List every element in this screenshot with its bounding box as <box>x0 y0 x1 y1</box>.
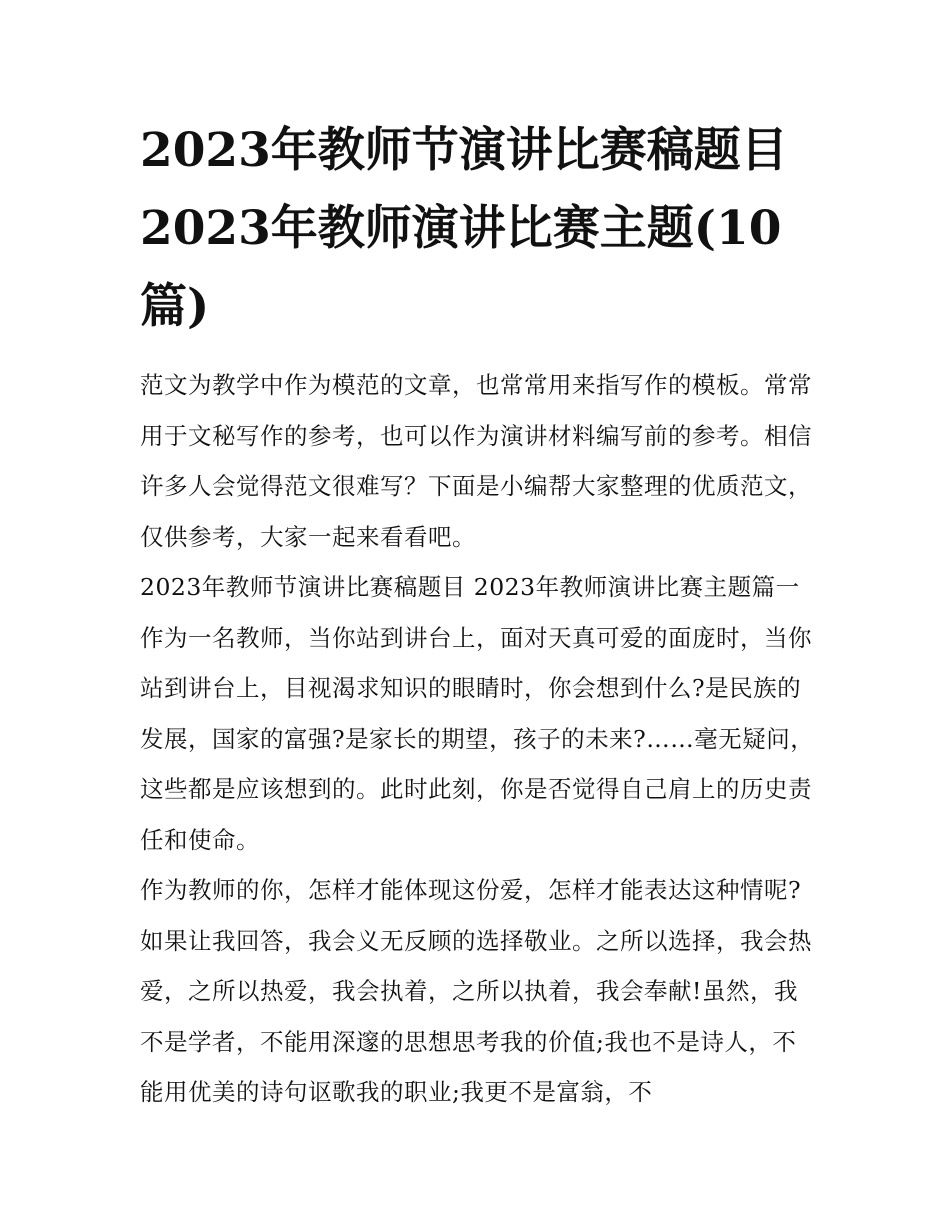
body-paragraph: 作为教师的你，怎样才能体现这份爱，怎样才能表达这种情呢?如果让我回答，我会义无反顾的选择敬业。之所以选择，我会热爱，之所以热爱，我会执着，之所以执着，我会奉献!虽然，我不是学者，不能用深邃的思想思考我的价值;我也不是诗人，不能用优美的诗句讴歌我的职业;我更不是富翁，不 <box>140 876 812 1106</box>
document-page <box>140 112 820 1118</box>
section-heading: 2023年教师节演讲比赛稿题目 2023年教师演讲比赛主题篇一 <box>140 573 800 601</box>
body-paragraph: 作为一名教师，当你站到讲台上，面对天真可爱的面庞时，当你站到讲台上，目视渴求知识的眼睛时，你会想到什么?是民族的发展，国家的富强?是家长的期望，孩子的未来?……毫无疑问，这些都是应该想到的。此时此刻，你是否觉得自己肩上的历史责任和使命。 <box>140 623 815 854</box>
document-title: 2023年教师节演讲比赛稿题目 2023年教师演讲比赛主题(10篇) <box>140 123 788 334</box>
intro-paragraph: 范文为教学中作为模范的文章，也常常用来指写作的模板。常常用于文秘写作的参考，也可以作为演讲材料编写前的参考。相信许多人会觉得范文很难写？下面是小编帮大家整理的优质范文，仅供参考，大家一起来看看吧。 <box>140 371 812 551</box>
